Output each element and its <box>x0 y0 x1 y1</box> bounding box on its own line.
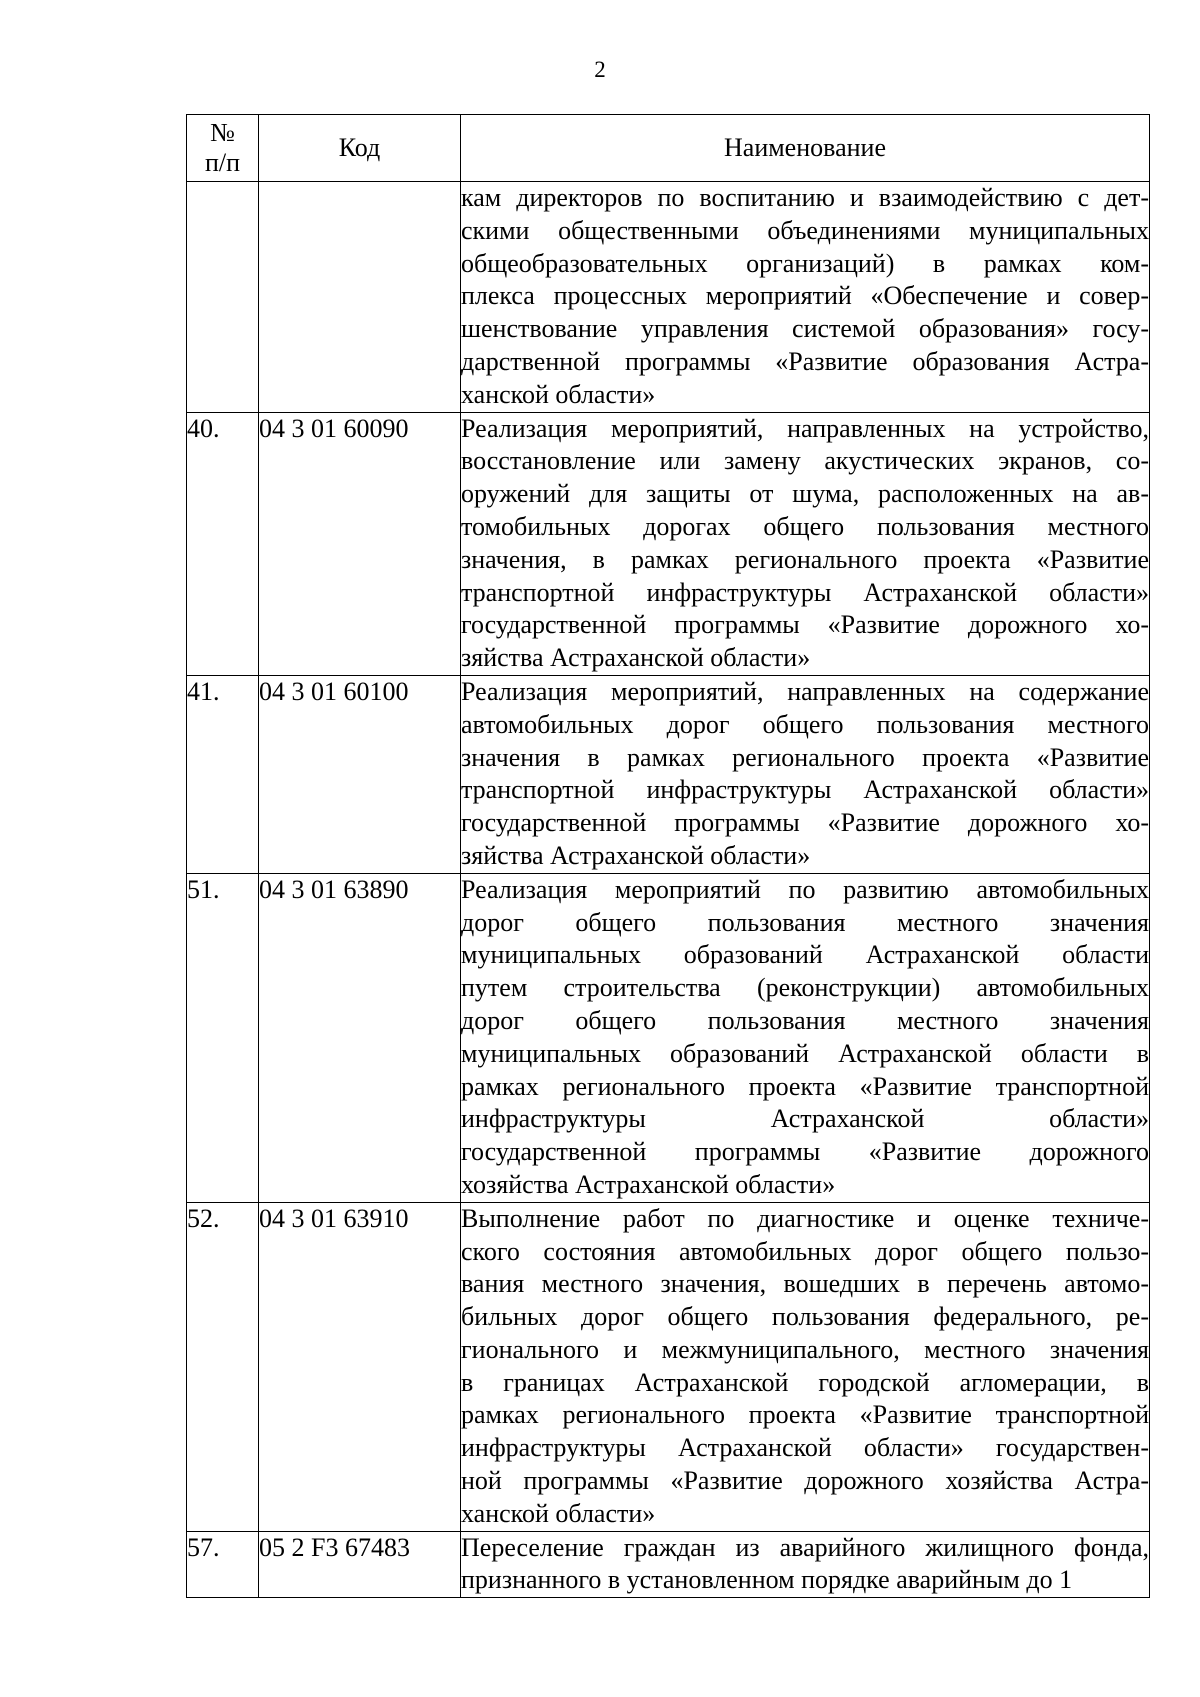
name-line: скими общественными объединениями муниципальных <box>461 215 1149 245</box>
name-line: кам директоров по воспитанию и взаимодействию с дет- <box>461 183 1149 212</box>
table-row <box>187 873 1150 1202</box>
row-name <box>461 675 1150 873</box>
row-name <box>461 1202 1150 1531</box>
name-line: Реализация мероприятий, направленных на устройство, <box>461 413 1149 443</box>
name-line: путем строительства (реконструкции) автомобильных <box>461 973 1149 1003</box>
name-line: гионального и межмуниципального, местного значения <box>461 1334 1149 1364</box>
header-num-label: № п/п <box>204 118 241 177</box>
name-line: рамках регионального проекта «Развитие транспортной <box>461 1071 1149 1101</box>
header-name: Наименование <box>461 115 1150 182</box>
row-number <box>187 182 259 413</box>
row-code: 04 3 01 60100 <box>259 675 461 873</box>
row-code <box>259 182 461 413</box>
name-line: в границах Астраханской городской агломерации, в <box>461 1367 1149 1397</box>
name-line: ханской области» <box>461 379 656 409</box>
name-line: признанного в установленном порядке аварийным до 1 <box>461 1565 1073 1595</box>
budget-code-table <box>186 114 1150 1598</box>
name-line: ханской области» <box>461 1498 656 1528</box>
name-line: дорог общего пользования местного значения <box>461 1005 1149 1035</box>
name-line: зяйства Астраханской области» <box>461 840 811 870</box>
row-name <box>461 182 1150 413</box>
name-line: Выполнение работ по диагностике и оценке техниче- <box>461 1203 1149 1233</box>
row-code: 04 3 01 60090 <box>259 412 461 675</box>
name-line: дарственной программы «Развитие образования Астра- <box>461 346 1149 376</box>
table-header-row <box>187 115 1150 182</box>
row-code: 05 2 F3 67483 <box>259 1531 461 1598</box>
table-row <box>187 1202 1150 1531</box>
name-line: оружений для защиты от шума, расположенных на ав- <box>461 479 1149 509</box>
row-number: 40. <box>187 412 259 675</box>
name-line: инфраструктуры Астраханской области» <box>461 1104 1149 1134</box>
name-line: восстановление или замену акустических экранов, со- <box>461 446 1149 476</box>
name-line: шенствование управления системой образования» госу- <box>461 314 1149 344</box>
name-line: рамках регионального проекта «Развитие транспортной <box>461 1400 1149 1430</box>
name-line: хозяйства Астраханской области» <box>461 1169 836 1199</box>
name-line: Реализация мероприятий, направленных на содержание <box>461 676 1149 706</box>
name-line: государственной программы «Развитие дорожного хо- <box>461 610 1149 640</box>
name-line: муниципальных образований Астраханской области в <box>461 1038 1149 1068</box>
page-number: 2 <box>594 57 606 82</box>
table-row <box>187 675 1150 873</box>
name-line: транспортной инфраструктуры Астраханской области» <box>461 775 1149 805</box>
header-num <box>187 115 259 182</box>
row-code: 04 3 01 63910 <box>259 1202 461 1531</box>
name-line: транспортной инфраструктуры Астраханской области» <box>461 577 1149 607</box>
name-line: автомобильных дорог общего пользования местного <box>461 709 1149 739</box>
name-line: вания местного значения, вошедших в перечень автомо- <box>461 1269 1149 1299</box>
name-line: инфраструктуры Астраханской области» государствен- <box>461 1433 1149 1463</box>
name-line: общеобразовательных организаций) в рамках ком- <box>461 248 1149 278</box>
name-line: томобильных дорогах общего пользования местного <box>461 511 1149 541</box>
table-body <box>187 182 1150 1598</box>
name-line: ной программы «Развитие дорожного хозяйства Астра- <box>461 1466 1149 1496</box>
row-name <box>461 873 1150 1202</box>
row-code: 04 3 01 63890 <box>259 873 461 1202</box>
name-line: Реализация мероприятий по развитию автомобильных <box>461 874 1149 904</box>
table-row <box>187 412 1150 675</box>
name-line: плекса процессных мероприятий «Обеспечение и совер- <box>461 281 1149 311</box>
name-line: значения в рамках регионального проекта «Развитие <box>461 742 1149 772</box>
name-line: значения, в рамках регионального проекта «Развитие <box>461 544 1149 574</box>
name-line: ского состояния автомобильных дорог общего пользо- <box>461 1236 1149 1266</box>
row-number: 51. <box>187 873 259 1202</box>
name-line: Переселение граждан из аварийного жилищного фонда, <box>461 1532 1149 1562</box>
row-name <box>461 412 1150 675</box>
name-line: дорог общего пользования местного значения <box>461 907 1149 937</box>
name-line: государственной программы «Развитие дорожного хо- <box>461 808 1149 838</box>
table-row <box>187 182 1150 413</box>
row-name <box>461 1531 1150 1598</box>
row-number: 41. <box>187 675 259 873</box>
name-line: муниципальных образований Астраханской области <box>461 940 1149 970</box>
name-line: бильных дорог общего пользования федерального, ре- <box>461 1302 1149 1332</box>
name-line: государственной программы «Развитие дорожного <box>461 1137 1149 1167</box>
row-number: 52. <box>187 1202 259 1531</box>
row-number: 57. <box>187 1531 259 1598</box>
header-code: Код <box>259 115 461 182</box>
table-row <box>187 1531 1150 1598</box>
name-line: зяйства Астраханской области» <box>461 643 811 673</box>
